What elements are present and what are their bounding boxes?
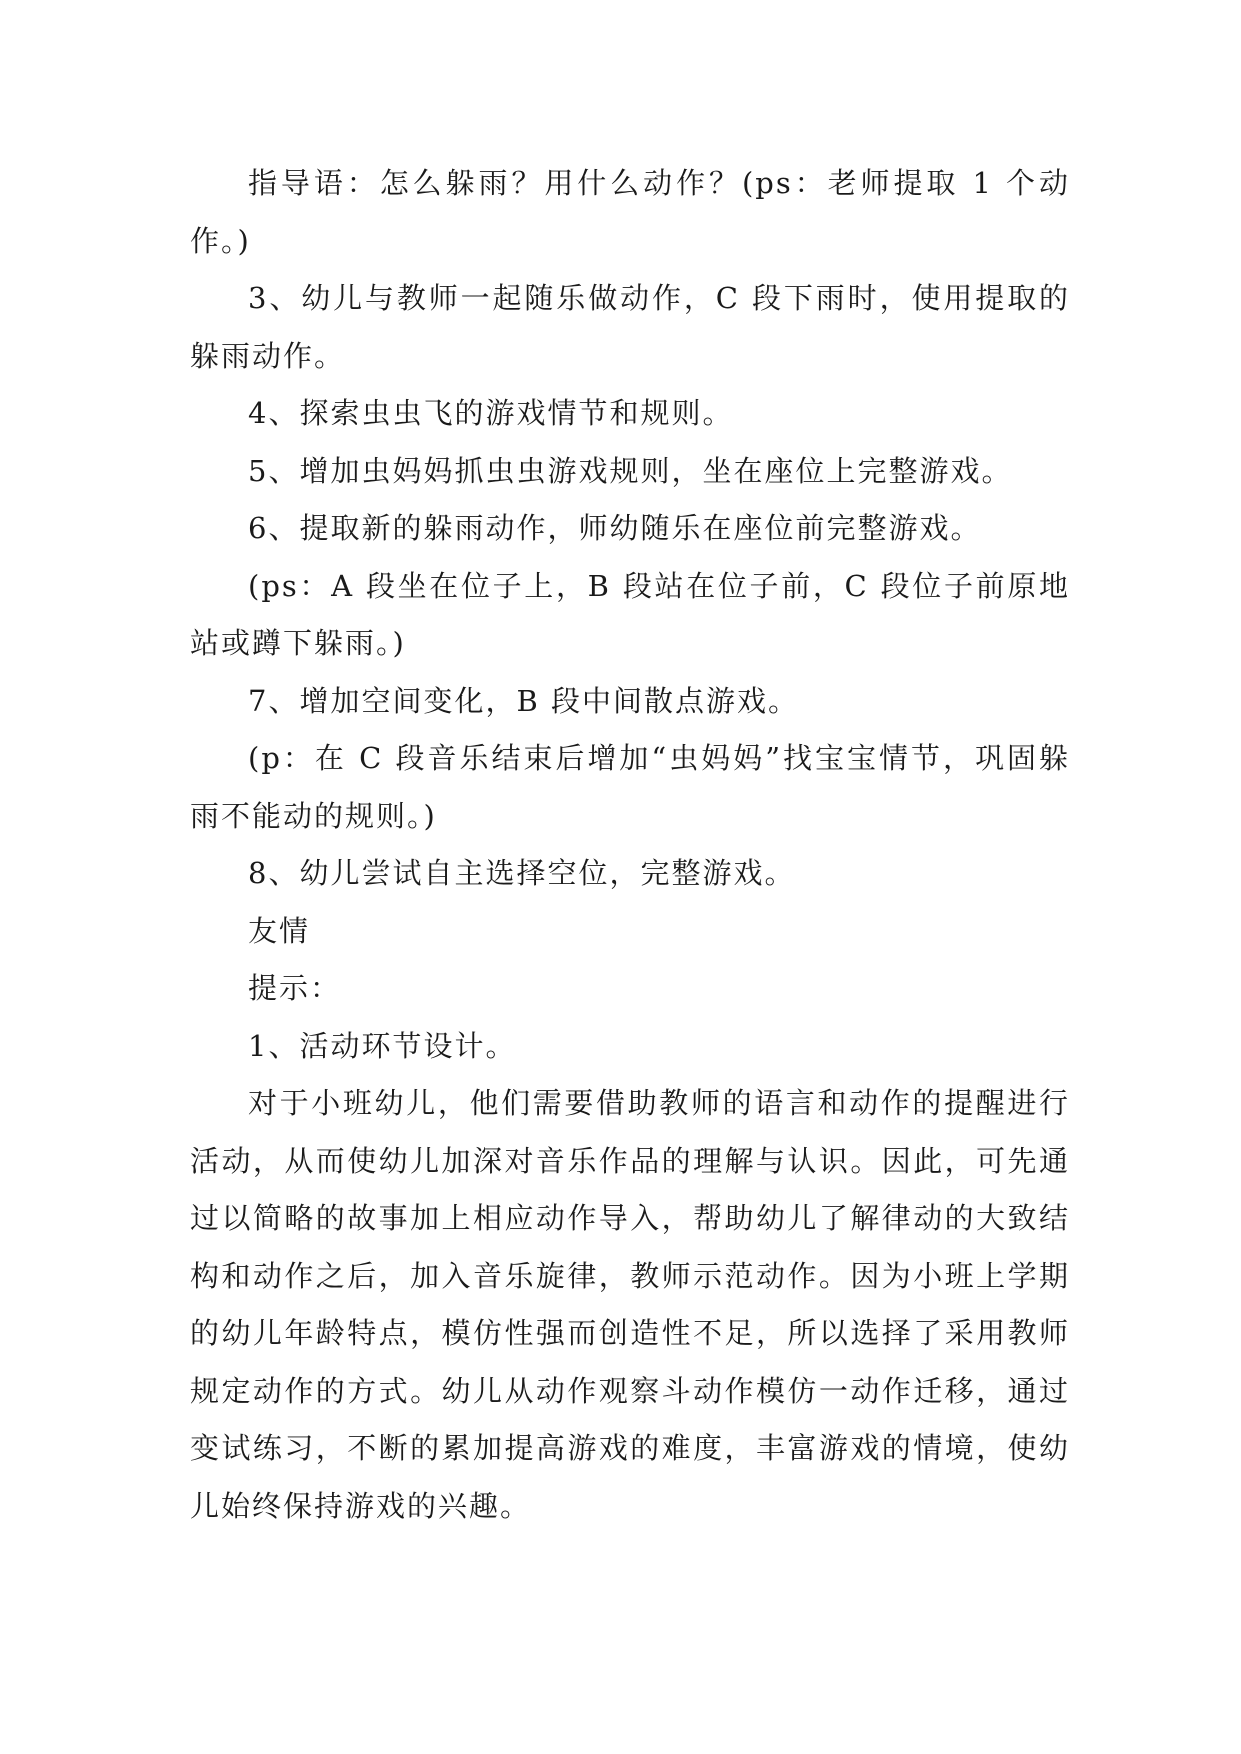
paragraph-step-4: 4、探索虫虫飞的游戏情节和规则。: [248, 396, 734, 430]
paragraph-note-p: (p：在 C 段音乐结束后增加“虫妈妈”找宝宝情节，巩固躲雨不能动的规则。): [190, 741, 1070, 833]
paragraph-step-7: 7、增加空间变化，B 段中间散点游戏。: [248, 683, 799, 718]
paragraph-tips-heading: 提示：: [248, 971, 342, 1005]
paragraph-step-6: 6、提取新的躲雨动作，师幼随乐在座位前完整游戏。: [248, 511, 982, 545]
paragraph-tip-1: 1、活动环节设计。: [248, 1028, 517, 1063]
paragraph-friendship: 友情: [248, 913, 311, 948]
paragraph-step-3: 3、幼儿与教师一起随乐做动作，C 段下雨时，使用提取的躲雨动作。: [190, 281, 1070, 373]
paragraph-step-5: 5、增加虫妈妈抓虫虫游戏规则，坐在座位上完整游戏。: [248, 453, 1013, 488]
document-body: [190, 155, 1070, 1535]
paragraph-guide-question: 指导语：怎么躲雨？用什么动作？(ps：老师提取 1 个动作。): [190, 166, 1070, 258]
paragraph-tip-body: 对于小班幼儿，他们需要借助教师的语言和动作的提醒进行活动，从而使幼儿加深对音乐作品的理解与认识。因此，可先通过以简略的故事加上相应动作导入，帮助幼儿了解律动的大致结构和动作之后，加入音乐旋律，教师示范动作。因为小班上学期的幼儿年龄特点，模仿性强而创造性不足，所以选择了采用教师规定动作的方式。幼儿从动作观察斗动作模仿一动作迁移，通过变试练习，不断的累加提高游戏的难度，丰富游戏的情境，使幼儿始终保持游戏的兴趣。: [190, 1086, 1070, 1523]
paragraph-note-ps: (ps：A 段坐在位子上，B 段站在位子前，C 段位子前原地站或蹲下躲雨。): [190, 568, 1070, 660]
paragraph-step-8: 8、幼儿尝试自主选择空位，完整游戏。: [248, 856, 796, 890]
